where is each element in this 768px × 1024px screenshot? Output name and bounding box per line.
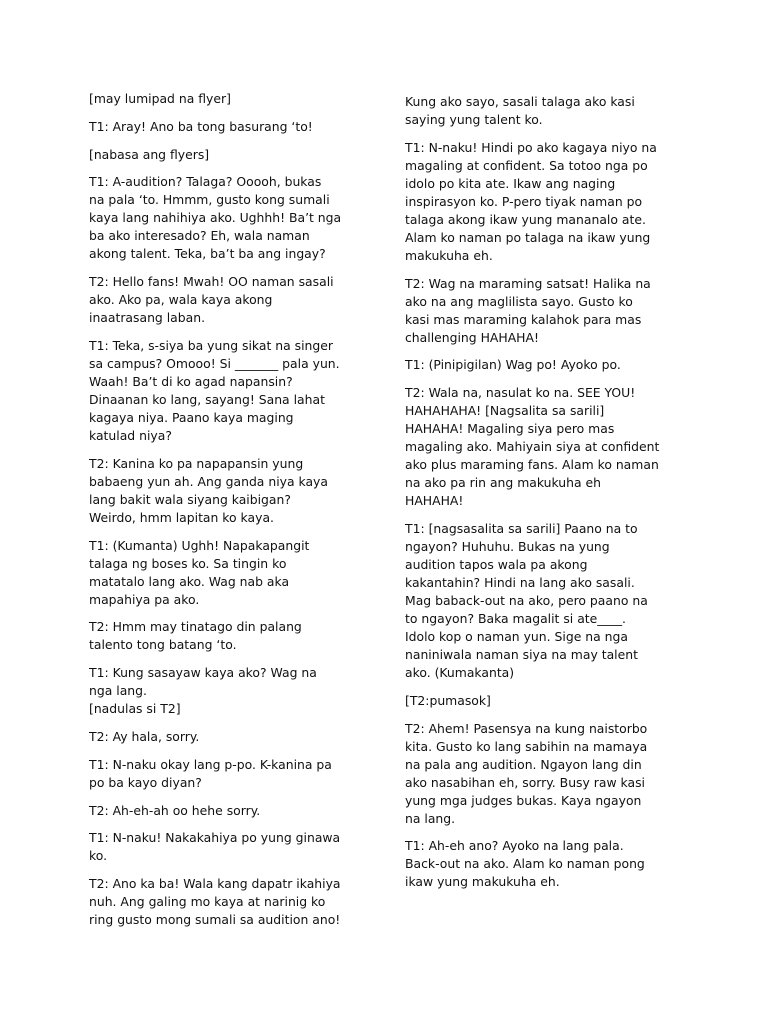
script-line: [nabasa ang flyers] bbox=[89, 146, 210, 162]
script-line: T1: N-naku! Hindi po ako kagaya niyo na magaling at confident. Sa totoo nga po idolo po kita ate. Ikaw ang naging inspirasyon ko. P-pero tiyak naman po talaga akong ikaw yung mananalo ate. Alam ko naman po talaga na ikaw yung makukuha eh. bbox=[405, 139, 657, 263]
script-line: T2: Wala na, nasulat ko na. SEE YOU! HAHAHAHA! [Nagsalita sa sarili] HAHAHA! Magaling siya pero mas magaling ako. Mahiyain siya at confident ako plus maraming fans. Alam ko naman na ako pa rin ang makukuha eh HAHAHA! bbox=[405, 385, 660, 509]
script-line: T1: Ah-eh ano? Ayoko na lang pala. Back-out na ako. Alam ko naman pong ikaw yung makukuha eh. bbox=[405, 838, 645, 890]
script-line: T1: Aray! Ano ba tong basurang ‘to! bbox=[89, 118, 313, 134]
script-line: T1: A-audition? Talaga? Ooooh, bukas na pala ‘to. Hmmm, gusto kong sumali kaya lang nahihiya ako. Ughhh! Ba’t nga ba ako interesado? Eh, wala naman akong talent. Teka, ba’t ba ang ingay? bbox=[89, 174, 342, 262]
script-line: T1: (Pinipigilan) Wag po! Ayoko po. bbox=[405, 357, 621, 373]
script-line: [may lumipad na flyer] bbox=[89, 91, 231, 106]
script-line: T1: Teka, s-siya ba yung sikat na singer sa campus? Omooo! Si _______ pala yun. Waah! Ba’t di ko agad napansin? Dinaanan ko lang, sayang! Sana lahat kagaya niya. Paano kaya maging katulad niya? bbox=[89, 337, 340, 443]
script-line: T2: Ahem! Pasensya na kung naistorbo kita. Gusto ko lang sabihin na mamaya na pala ang audition. Ngayon lang din ako nasabihan eh, sorry. Busy raw kasi yung mga judges bukas. Kaya ngayon na lang. bbox=[405, 720, 648, 826]
script-line: Kung ako sayo, sasali talaga ako kasi saying yung talent ko. bbox=[405, 94, 635, 127]
script-line: T1: (Kumanta) Ughh! Napakapangit talaga ng boses ko. Sa tingin ko matatalo lang ako. Wag nab aka mapahiya pa ako. bbox=[89, 537, 310, 607]
script-line: T2: Ah-eh-ah oo hehe sorry. bbox=[89, 802, 261, 818]
script-line: T2: Hello fans! Mwah! OO naman sasali ako. Ako pa, wala kaya akong inaatrasang laban. bbox=[89, 274, 334, 326]
script-line: T2: Hmm may tinatago din palang talento tong batang ‘to. bbox=[89, 619, 302, 653]
script-line: T1: [nagsasalita sa sarili] Paano na to ngayon? Huhuhu. Bukas na yung audition tapos wala pa akong kakantahin? Hindi na lang ako sasali. Mag baback-out na ako, pero paano na to ngayon? Baka magalit si ate____. Idolo kop o naman yun. Sige na nga naniniwala naman siya na may talent ako. (Kumakanta) bbox=[405, 520, 648, 680]
script-line: T1: N-naku! Nakakahiya po yung ginawa ko. bbox=[89, 830, 341, 864]
script-line: T2: Kanina ko pa napapansin yung babaeng yun ah. Ang ganda niya kaya lang bakit wala siyang kaibigan? Weirdo, hmm lapitan ko kaya. bbox=[89, 455, 328, 525]
script-line: T1: Kung sasayaw kaya ako? Wag na nga lang. [nadulas si T2] bbox=[89, 665, 317, 717]
left-column bbox=[89, 90, 374, 939]
right-column bbox=[405, 93, 690, 901]
script-line: T1: N-naku okay lang p-po. K-kanina pa po ba kayo diyan? bbox=[89, 756, 332, 790]
script-line: T2: Wag na maraming satsat! Halika na ako na ang maglilista sayo. Gusto ko kasi mas maraming kalahok para mas challenging HAHAHA! bbox=[405, 275, 651, 345]
script-line: T2: Ay hala, sorry. bbox=[89, 728, 200, 744]
script-line: T2: Ano ka ba! Wala kang dapatr ikahiya nuh. Ang galing mo kaya at narinig ko ring gusto mong sumali sa audition ano! bbox=[89, 876, 341, 928]
script-line: [T2:pumasok] bbox=[405, 692, 491, 708]
